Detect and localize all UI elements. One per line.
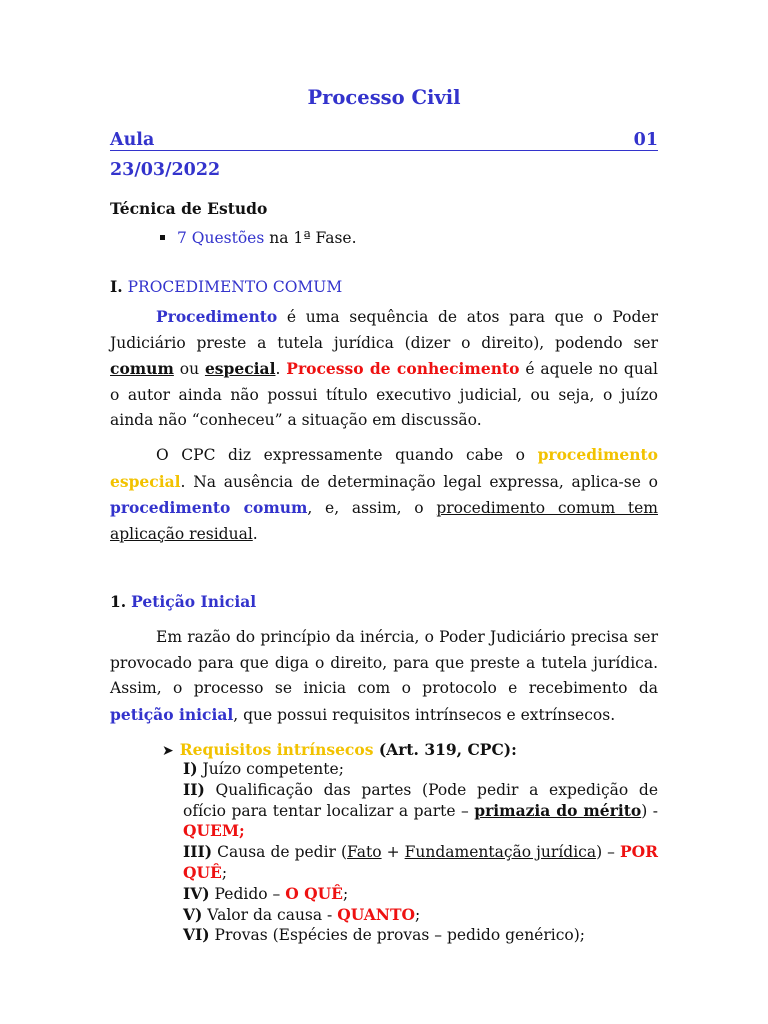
aula-header <box>110 130 658 151</box>
text-span: Em razão do princípio da inércia, o Poder Judiciário precisa ser provocado para que diga o direito, para que preste a tutela jurídica. Assim, o processo se inicia com o protocolo e recebimento da <box>110 628 658 697</box>
item-text: Valor da causa - <box>202 905 338 924</box>
aula-number: 01 <box>633 130 658 150</box>
aula-label: Aula <box>110 130 155 150</box>
paragraph-cpc <box>110 442 658 547</box>
section-title: PROCEDIMENTO COMUM <box>127 278 343 296</box>
section-heading-peticao-inicial <box>110 592 256 611</box>
page-title: Processo Civil <box>307 86 461 109</box>
text-span: , e, assim, o <box>307 499 437 517</box>
item-text: Causa de pedir ( <box>212 843 348 862</box>
term-comum: comum <box>110 359 174 378</box>
item-text: Pedido – <box>209 884 286 903</box>
lesson-date: 23/03/2022 <box>110 160 221 180</box>
list-item <box>183 884 658 905</box>
section-numeral: 1. <box>110 592 127 611</box>
item-text: + <box>381 843 405 862</box>
item-text: ) – <box>596 843 620 862</box>
arrow-bullet-icon: ➤ <box>162 743 174 759</box>
list-item <box>183 925 658 946</box>
text-span: O CPC diz expressamente quando cabe o <box>156 446 538 464</box>
text-span: ou <box>173 360 205 378</box>
term-procedimento-comum: procedimento comum <box>110 498 308 517</box>
item-text: ; <box>221 863 228 882</box>
item-numeral: V) <box>183 904 203 924</box>
text-span: , que possui requisitos intrínsecos e extrínsecos. <box>233 705 616 724</box>
item-text: Qualificação das partes (Pode pedir a expedição de ofício para tentar localizar a parte – <box>183 780 658 820</box>
item-text: Juízo competente; <box>197 760 344 778</box>
list-item <box>183 780 658 842</box>
paragraph-peticao <box>110 625 658 728</box>
term-fundamentacao: Fundamentação jurídica <box>404 843 597 862</box>
text-span: é uma sequência de atos para que o Poder Judiciário preste a tutela jurídica (dizer o direito), podendo ser <box>110 308 658 352</box>
bullet-item <box>160 229 357 247</box>
requisitos-heading <box>162 740 517 759</box>
term-primazia-merito: primazia do mérito <box>474 800 642 820</box>
item-numeral: I) <box>183 759 198 778</box>
term-processo-conhecimento: Processo de conhecimento <box>286 359 520 378</box>
item-numeral: VI) <box>183 925 210 945</box>
term-quem: QUEM; <box>183 821 245 841</box>
term-especial: especial <box>204 359 276 378</box>
item-numeral: IV) <box>183 883 210 903</box>
list-item <box>183 842 658 884</box>
section-numeral: I. <box>110 277 123 296</box>
section-title: Petição Inicial <box>131 592 257 611</box>
item-text: Provas (Espécies de provas – pedido genérico); <box>209 926 586 945</box>
term-procedimento: Procedimento <box>156 307 278 326</box>
requisitos-label: Requisitos intrínsecos <box>179 740 374 759</box>
term-o-que: O QUÊ <box>285 883 343 903</box>
term-por-que: POR QUÊ <box>183 842 658 882</box>
requisitos-ref: (Art. 319, CPC): <box>373 740 517 759</box>
item-text: ) - <box>641 801 658 820</box>
text-span: . <box>252 524 258 543</box>
term-peticao-inicial: petição inicial <box>110 704 234 724</box>
text-span: é aquele no qual o autor ainda não possui título executivo judicial, ou seja, o juízo ainda não “conheceu” a situação em discussão. <box>110 360 659 429</box>
item-numeral: III) <box>183 842 213 862</box>
term-quanto: QUANTO <box>337 904 416 924</box>
text-span: . Na ausência de determinação legal expressa, aplica-se o <box>180 472 658 491</box>
term-aplicacao-residual: procedimento comum tem aplicação residual <box>110 499 659 543</box>
text-span: . <box>275 360 287 378</box>
paragraph-procedimento <box>110 304 658 434</box>
bullet-highlight: 7 Questões <box>177 229 265 247</box>
square-bullet-icon <box>160 235 165 240</box>
bullet-text: na 1ª Fase. <box>264 229 357 247</box>
term-fato: Fato <box>347 843 382 862</box>
list-item <box>183 759 658 780</box>
item-text: ; <box>342 884 349 903</box>
section-heading-procedimento-comum <box>110 277 342 296</box>
list-item <box>183 905 658 926</box>
study-technique-heading: Técnica de Estudo <box>110 199 268 218</box>
term-procedimento-especial: procedimento especial <box>110 445 658 491</box>
item-text: ; <box>415 905 421 924</box>
requisitos-list <box>183 759 658 946</box>
item-numeral: II) <box>183 779 205 799</box>
